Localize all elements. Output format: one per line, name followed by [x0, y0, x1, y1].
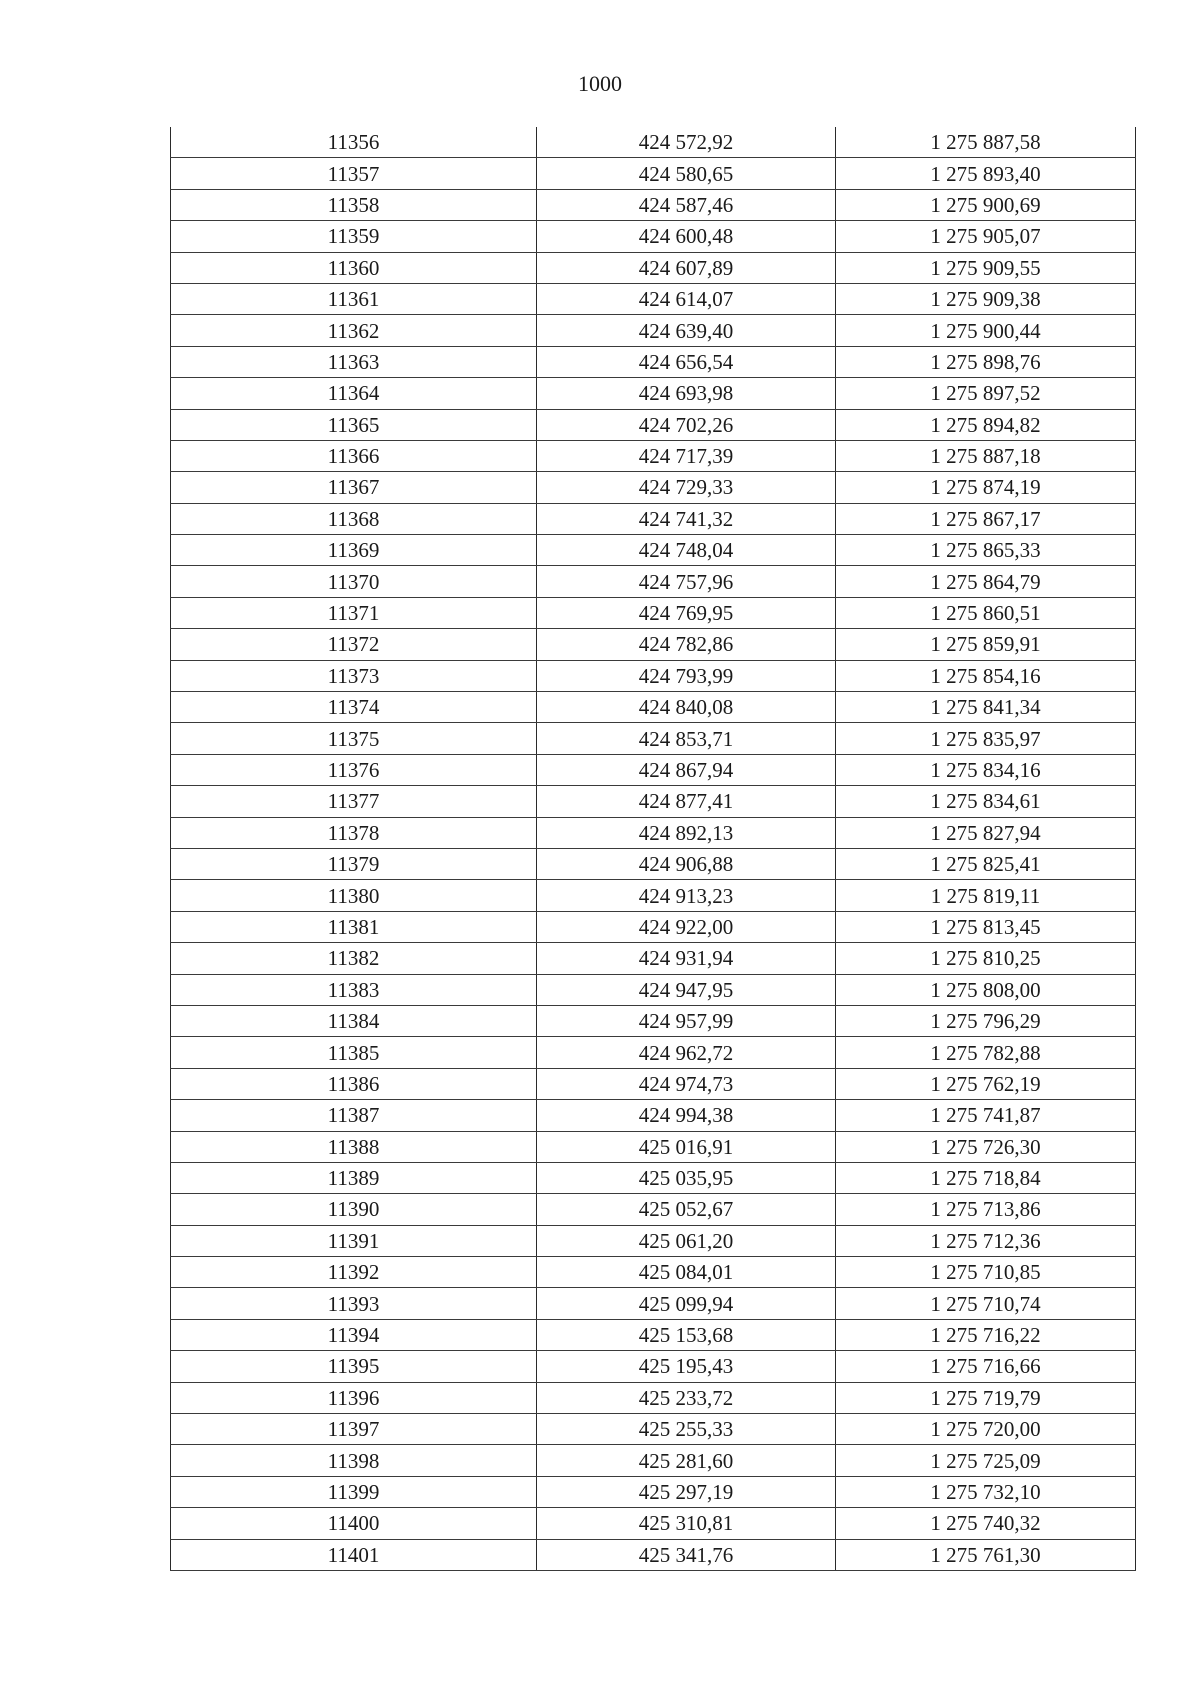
- y-coordinate-cell: 1 275 900,69: [836, 189, 1136, 220]
- point-number-cell: 11366: [171, 440, 537, 471]
- y-coordinate-cell: 1 275 864,79: [836, 566, 1136, 597]
- x-coordinate-cell: 425 153,68: [537, 1319, 836, 1350]
- point-number-cell: 11377: [171, 786, 537, 817]
- x-coordinate-cell: 424 913,23: [537, 880, 836, 911]
- point-number-cell: 11358: [171, 189, 537, 220]
- point-number-cell: 11400: [171, 1508, 537, 1539]
- coordinates-table-body: [171, 127, 1136, 1570]
- x-coordinate-cell: 424 994,38: [537, 1100, 836, 1131]
- x-coordinate-cell: 425 281,60: [537, 1445, 836, 1476]
- point-number-cell: 11395: [171, 1351, 537, 1382]
- y-coordinate-cell: 1 275 762,19: [836, 1068, 1136, 1099]
- table-row: [171, 974, 1136, 1005]
- y-coordinate-cell: 1 275 865,33: [836, 535, 1136, 566]
- y-coordinate-cell: 1 275 854,16: [836, 660, 1136, 691]
- point-number-cell: 11356: [171, 127, 537, 158]
- table-row: [171, 692, 1136, 723]
- point-number-cell: 11382: [171, 943, 537, 974]
- point-number-cell: 11373: [171, 660, 537, 691]
- table-row: [171, 189, 1136, 220]
- x-coordinate-cell: 425 255,33: [537, 1414, 836, 1445]
- point-number-cell: 11370: [171, 566, 537, 597]
- table-row: [171, 346, 1136, 377]
- x-coordinate-cell: 424 782,86: [537, 629, 836, 660]
- point-number-cell: 11384: [171, 1005, 537, 1036]
- point-number-cell: 11398: [171, 1445, 537, 1476]
- point-number-cell: 11387: [171, 1100, 537, 1131]
- point-number-cell: 11361: [171, 283, 537, 314]
- y-coordinate-cell: 1 275 796,29: [836, 1005, 1136, 1036]
- point-number-cell: 11362: [171, 315, 537, 346]
- table-row: [171, 1508, 1136, 1539]
- y-coordinate-cell: 1 275 716,66: [836, 1351, 1136, 1382]
- x-coordinate-cell: 425 233,72: [537, 1382, 836, 1413]
- table-row: [171, 127, 1136, 158]
- point-number-cell: 11378: [171, 817, 537, 848]
- table-row: [171, 221, 1136, 252]
- point-number-cell: 11386: [171, 1068, 537, 1099]
- x-coordinate-cell: 425 297,19: [537, 1476, 836, 1507]
- y-coordinate-cell: 1 275 713,86: [836, 1194, 1136, 1225]
- y-coordinate-cell: 1 275 887,18: [836, 440, 1136, 471]
- coordinates-table: [170, 127, 1136, 1571]
- x-coordinate-cell: 424 693,98: [537, 378, 836, 409]
- y-coordinate-cell: 1 275 710,85: [836, 1257, 1136, 1288]
- x-coordinate-cell: 424 717,39: [537, 440, 836, 471]
- table-row: [171, 440, 1136, 471]
- table-row: [171, 1068, 1136, 1099]
- y-coordinate-cell: 1 275 741,87: [836, 1100, 1136, 1131]
- table-row: [171, 472, 1136, 503]
- x-coordinate-cell: 424 840,08: [537, 692, 836, 723]
- y-coordinate-cell: 1 275 897,52: [836, 378, 1136, 409]
- y-coordinate-cell: 1 275 867,17: [836, 503, 1136, 534]
- point-number-cell: 11399: [171, 1476, 537, 1507]
- x-coordinate-cell: 424 580,65: [537, 158, 836, 189]
- table-row: [171, 880, 1136, 911]
- y-coordinate-cell: 1 275 900,44: [836, 315, 1136, 346]
- point-number-cell: 11372: [171, 629, 537, 660]
- x-coordinate-cell: 424 614,07: [537, 283, 836, 314]
- y-coordinate-cell: 1 275 813,45: [836, 911, 1136, 942]
- x-coordinate-cell: 424 748,04: [537, 535, 836, 566]
- table-row: [171, 535, 1136, 566]
- table-row: [171, 566, 1136, 597]
- point-number-cell: 11374: [171, 692, 537, 723]
- x-coordinate-cell: 424 867,94: [537, 754, 836, 785]
- x-coordinate-cell: 425 310,81: [537, 1508, 836, 1539]
- y-coordinate-cell: 1 275 827,94: [836, 817, 1136, 848]
- x-coordinate-cell: 424 741,32: [537, 503, 836, 534]
- point-number-cell: 11376: [171, 754, 537, 785]
- table-row: [171, 1194, 1136, 1225]
- y-coordinate-cell: 1 275 819,11: [836, 880, 1136, 911]
- point-number-cell: 11388: [171, 1131, 537, 1162]
- x-coordinate-cell: 424 922,00: [537, 911, 836, 942]
- x-coordinate-cell: 424 962,72: [537, 1037, 836, 1068]
- point-number-cell: 11364: [171, 378, 537, 409]
- table-row: [171, 1351, 1136, 1382]
- point-number-cell: 11367: [171, 472, 537, 503]
- y-coordinate-cell: 1 275 725,09: [836, 1445, 1136, 1476]
- table-row: [171, 1288, 1136, 1319]
- y-coordinate-cell: 1 275 710,74: [836, 1288, 1136, 1319]
- point-number-cell: 11393: [171, 1288, 537, 1319]
- table-row: [171, 1037, 1136, 1068]
- point-number-cell: 11368: [171, 503, 537, 534]
- x-coordinate-cell: 425 035,95: [537, 1162, 836, 1193]
- y-coordinate-cell: 1 275 719,79: [836, 1382, 1136, 1413]
- y-coordinate-cell: 1 275 859,91: [836, 629, 1136, 660]
- x-coordinate-cell: 425 341,76: [537, 1539, 836, 1570]
- x-coordinate-cell: 424 906,88: [537, 848, 836, 879]
- x-coordinate-cell: 424 853,71: [537, 723, 836, 754]
- y-coordinate-cell: 1 275 893,40: [836, 158, 1136, 189]
- table-row: [171, 786, 1136, 817]
- y-coordinate-cell: 1 275 782,88: [836, 1037, 1136, 1068]
- y-coordinate-cell: 1 275 718,84: [836, 1162, 1136, 1193]
- point-number-cell: 11363: [171, 346, 537, 377]
- y-coordinate-cell: 1 275 834,61: [836, 786, 1136, 817]
- table-row: [171, 252, 1136, 283]
- table-row: [171, 409, 1136, 440]
- y-coordinate-cell: 1 275 909,38: [836, 283, 1136, 314]
- table-row: [171, 1162, 1136, 1193]
- x-coordinate-cell: 424 639,40: [537, 315, 836, 346]
- y-coordinate-cell: 1 275 860,51: [836, 597, 1136, 628]
- point-number-cell: 11394: [171, 1319, 537, 1350]
- table-row: [171, 158, 1136, 189]
- point-number-cell: 11369: [171, 535, 537, 566]
- y-coordinate-cell: 1 275 825,41: [836, 848, 1136, 879]
- point-number-cell: 11396: [171, 1382, 537, 1413]
- point-number-cell: 11380: [171, 880, 537, 911]
- point-number-cell: 11365: [171, 409, 537, 440]
- y-coordinate-cell: 1 275 716,22: [836, 1319, 1136, 1350]
- y-coordinate-cell: 1 275 720,00: [836, 1414, 1136, 1445]
- table-row: [171, 660, 1136, 691]
- point-number-cell: 11385: [171, 1037, 537, 1068]
- y-coordinate-cell: 1 275 905,07: [836, 221, 1136, 252]
- table-row: [171, 629, 1136, 660]
- point-number-cell: 11375: [171, 723, 537, 754]
- y-coordinate-cell: 1 275 808,00: [836, 974, 1136, 1005]
- y-coordinate-cell: 1 275 834,16: [836, 754, 1136, 785]
- point-number-cell: 11390: [171, 1194, 537, 1225]
- point-number-cell: 11397: [171, 1414, 537, 1445]
- x-coordinate-cell: 424 892,13: [537, 817, 836, 848]
- table-row: [171, 1100, 1136, 1131]
- point-number-cell: 11401: [171, 1539, 537, 1570]
- x-coordinate-cell: 425 084,01: [537, 1257, 836, 1288]
- y-coordinate-cell: 1 275 810,25: [836, 943, 1136, 974]
- x-coordinate-cell: 424 947,95: [537, 974, 836, 1005]
- point-number-cell: 11389: [171, 1162, 537, 1193]
- table-row: [171, 1225, 1136, 1256]
- x-coordinate-cell: 424 607,89: [537, 252, 836, 283]
- x-coordinate-cell: 424 793,99: [537, 660, 836, 691]
- y-coordinate-cell: 1 275 761,30: [836, 1539, 1136, 1570]
- table-row: [171, 283, 1136, 314]
- table-row: [171, 1131, 1136, 1162]
- point-number-cell: 11379: [171, 848, 537, 879]
- x-coordinate-cell: 424 656,54: [537, 346, 836, 377]
- x-coordinate-cell: 425 052,67: [537, 1194, 836, 1225]
- x-coordinate-cell: 424 931,94: [537, 943, 836, 974]
- y-coordinate-cell: 1 275 712,36: [836, 1225, 1136, 1256]
- table-row: [171, 503, 1136, 534]
- point-number-cell: 11359: [171, 221, 537, 252]
- table-row: [171, 754, 1136, 785]
- y-coordinate-cell: 1 275 898,76: [836, 346, 1136, 377]
- point-number-cell: 11392: [171, 1257, 537, 1288]
- y-coordinate-cell: 1 275 841,34: [836, 692, 1136, 723]
- y-coordinate-cell: 1 275 740,32: [836, 1508, 1136, 1539]
- x-coordinate-cell: 425 061,20: [537, 1225, 836, 1256]
- y-coordinate-cell: 1 275 874,19: [836, 472, 1136, 503]
- x-coordinate-cell: 424 702,26: [537, 409, 836, 440]
- x-coordinate-cell: 424 769,95: [537, 597, 836, 628]
- table-row: [171, 911, 1136, 942]
- point-number-cell: 11357: [171, 158, 537, 189]
- table-row: [171, 1319, 1136, 1350]
- x-coordinate-cell: 424 572,92: [537, 127, 836, 158]
- y-coordinate-cell: 1 275 894,82: [836, 409, 1136, 440]
- point-number-cell: 11371: [171, 597, 537, 628]
- y-coordinate-cell: 1 275 835,97: [836, 723, 1136, 754]
- table-row: [171, 1382, 1136, 1413]
- point-number-cell: 11383: [171, 974, 537, 1005]
- x-coordinate-cell: 424 587,46: [537, 189, 836, 220]
- x-coordinate-cell: 424 600,48: [537, 221, 836, 252]
- y-coordinate-cell: 1 275 726,30: [836, 1131, 1136, 1162]
- table-row: [171, 315, 1136, 346]
- table-row: [171, 1539, 1136, 1570]
- x-coordinate-cell: 424 974,73: [537, 1068, 836, 1099]
- table-row: [171, 378, 1136, 409]
- x-coordinate-cell: 425 195,43: [537, 1351, 836, 1382]
- table-row: [171, 1005, 1136, 1036]
- x-coordinate-cell: 425 099,94: [537, 1288, 836, 1319]
- table-row: [171, 1414, 1136, 1445]
- y-coordinate-cell: 1 275 732,10: [836, 1476, 1136, 1507]
- table-row: [171, 723, 1136, 754]
- table-row: [171, 1257, 1136, 1288]
- point-number-cell: 11391: [171, 1225, 537, 1256]
- table-row: [171, 943, 1136, 974]
- table-row: [171, 848, 1136, 879]
- table-row: [171, 1476, 1136, 1507]
- x-coordinate-cell: 424 729,33: [537, 472, 836, 503]
- x-coordinate-cell: 424 877,41: [537, 786, 836, 817]
- x-coordinate-cell: 424 757,96: [537, 566, 836, 597]
- page-number: 1000: [578, 71, 622, 96]
- point-number-cell: 11381: [171, 911, 537, 942]
- table-row: [171, 597, 1136, 628]
- y-coordinate-cell: 1 275 909,55: [836, 252, 1136, 283]
- table-row: [171, 1445, 1136, 1476]
- x-coordinate-cell: 425 016,91: [537, 1131, 836, 1162]
- point-number-cell: 11360: [171, 252, 537, 283]
- x-coordinate-cell: 424 957,99: [537, 1005, 836, 1036]
- y-coordinate-cell: 1 275 887,58: [836, 127, 1136, 158]
- table-row: [171, 817, 1136, 848]
